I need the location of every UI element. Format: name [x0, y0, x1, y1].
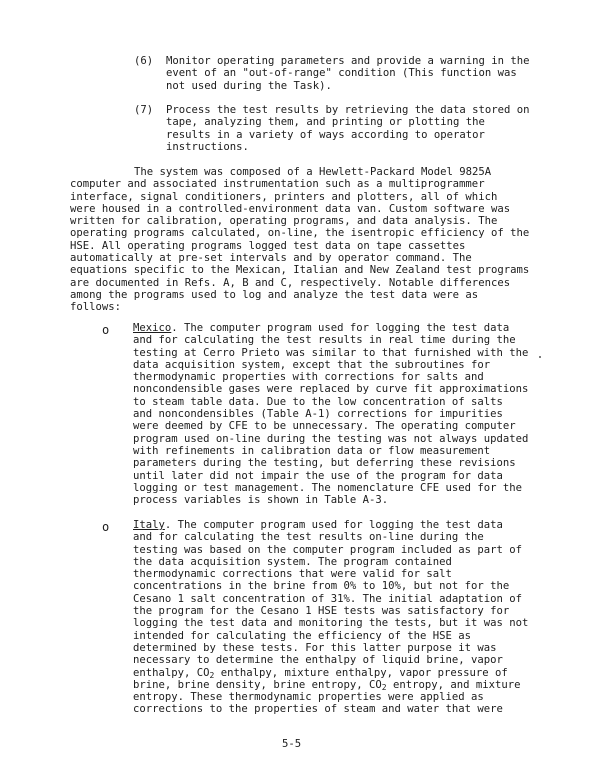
text-line: thermodynamic corrections that were valid for salt [133, 568, 452, 581]
text-line: logging the test data and monitoring the tests, but it was not [133, 617, 529, 630]
text-line: testing was based on the computer program included as part of [133, 543, 523, 556]
text-line: intended for calculating the efficiency of the HSE as [133, 629, 472, 642]
text-line: the program for the Cesano 1 HSE tests was satisfactory for [133, 605, 510, 618]
text-line: automatically at pre-set intervals and by operator command. The [70, 252, 472, 265]
bullet-icon: o [102, 323, 110, 337]
text-line: noncondensible gases were replaced by curve fit approximations [133, 383, 529, 396]
text-line: follows: [70, 301, 122, 314]
text-part: enthalpy, mixture enthalpy, vapor pressure of [214, 666, 508, 679]
bullet-heading-mexico: Mexico [133, 322, 172, 334]
text-line: and noncondensibles (Table A-1) corrections for impurities [133, 408, 503, 421]
text-line: the data acquisition system. The program contained [133, 555, 452, 568]
text-line: Monitor operating parameters and provide a warning in the [166, 55, 530, 67]
item-number: (6) [134, 55, 154, 67]
text-line: data acquisition system, except that the subroutines for [133, 358, 491, 371]
text-line: process variables is shown in Table A-3. [133, 494, 389, 507]
text-line: to steam table data. Due to the low concentration of salts [133, 395, 503, 408]
scan-speck [539, 356, 541, 358]
bullet-first-line: . The computer program used for logging the test data [171, 322, 510, 334]
text-line [133, 519, 528, 531]
bullet-mexico [133, 322, 528, 506]
text-line: operating programs calculated, on-line, the isentropic efficiency of the [70, 227, 530, 240]
text-line: The system was composed of a Hewlett-Packard Model 9825A [134, 166, 492, 178]
text-line: tape, analyzing them, and printing or plotting the [166, 116, 485, 129]
text-line: event of an "out-of-range" condition (This function was [166, 67, 517, 80]
text-line: equations specific to the Mexican, Italian and New Zealand test programs [70, 264, 530, 277]
text-line: not used during the Task). [166, 79, 332, 92]
item-number: (7) [134, 104, 154, 116]
text-line: necessary to determine the enthalpy of liquid brine, vapor [133, 654, 503, 667]
text-line: written for calibration, operating programs, and data analysis. The [70, 215, 498, 228]
text-line [133, 679, 528, 691]
text-line: logging or test management. The nomenclature CFE used for the [133, 481, 523, 494]
text-line: interface, signal conditioners, printers and plotters, all of which [70, 190, 498, 203]
page-number: 5-5 [282, 738, 302, 750]
text-line: corrections to the properties of steam and water that were [133, 703, 503, 716]
numbered-item-6 [166, 55, 530, 92]
text-line: were housed in a controlled-environment data van. Custom software was [70, 202, 511, 215]
text-line: instructions. [166, 140, 249, 153]
text-line: were deemed by CFE to be unnecessary. The operating computer [133, 420, 516, 433]
text-line: with refinements in calibration data or flow measurement [133, 444, 491, 457]
text-line: Process the test results by retrieving the data stored on [166, 104, 530, 116]
bullet-first-line: . The computer program used for logging the test data [164, 519, 503, 531]
text-line: testing at Cerro Prieto was similar to that furnished with the [133, 346, 529, 359]
text-part: enthalpy, CO [133, 666, 210, 679]
text-line: among the programs used to log and analyze the test data were as [70, 288, 479, 301]
bullet-italy [133, 519, 528, 716]
text-part: entropy, and mixture [386, 678, 521, 691]
bullet-icon: o [102, 520, 110, 534]
text-line [133, 322, 528, 334]
text-line: until later did not impair the use of the program for data [133, 469, 503, 482]
text-line: parameters during the testing, but deferring these revisions [133, 457, 516, 470]
bullet-heading-italy: Italy [133, 519, 165, 531]
text-line: entropy. These thermodynamic properties were applied as [133, 691, 484, 704]
text-line: thermodynamic properties with corrections for salts and [133, 371, 484, 384]
text-line: are documented in Refs. A, B and C, respectively. Notable differences [70, 276, 511, 289]
text-line: concentrations in the brine from 0% to 10%, but not for the [133, 580, 510, 593]
text-line: Cesano 1 salt concentration of 31%. The initial adaptation of [133, 592, 523, 605]
text-line: and for calculating the test results in real time during the [133, 334, 516, 347]
text-line: determined by these tests. For this latter purpose it was [133, 641, 497, 654]
intro-paragraph [70, 166, 529, 314]
text-line: HSE. All operating programs logged test data on tape cassettes [70, 239, 466, 252]
subscript-2: 2 [209, 670, 215, 680]
text-line [133, 667, 528, 679]
numbered-item-7 [166, 104, 530, 153]
text-line: computer and associated instrumentation such as a multiprogrammer [70, 178, 485, 191]
text-line: results in a variety of ways according to operator [166, 128, 485, 141]
text-line: and for calculating the test results on-line during the [133, 531, 484, 544]
subscript-2: 2 [381, 682, 387, 692]
text-line: program used on-line during the testing was not always updated [133, 432, 529, 445]
text-part: brine, brine density, brine entropy, CO [133, 678, 382, 691]
